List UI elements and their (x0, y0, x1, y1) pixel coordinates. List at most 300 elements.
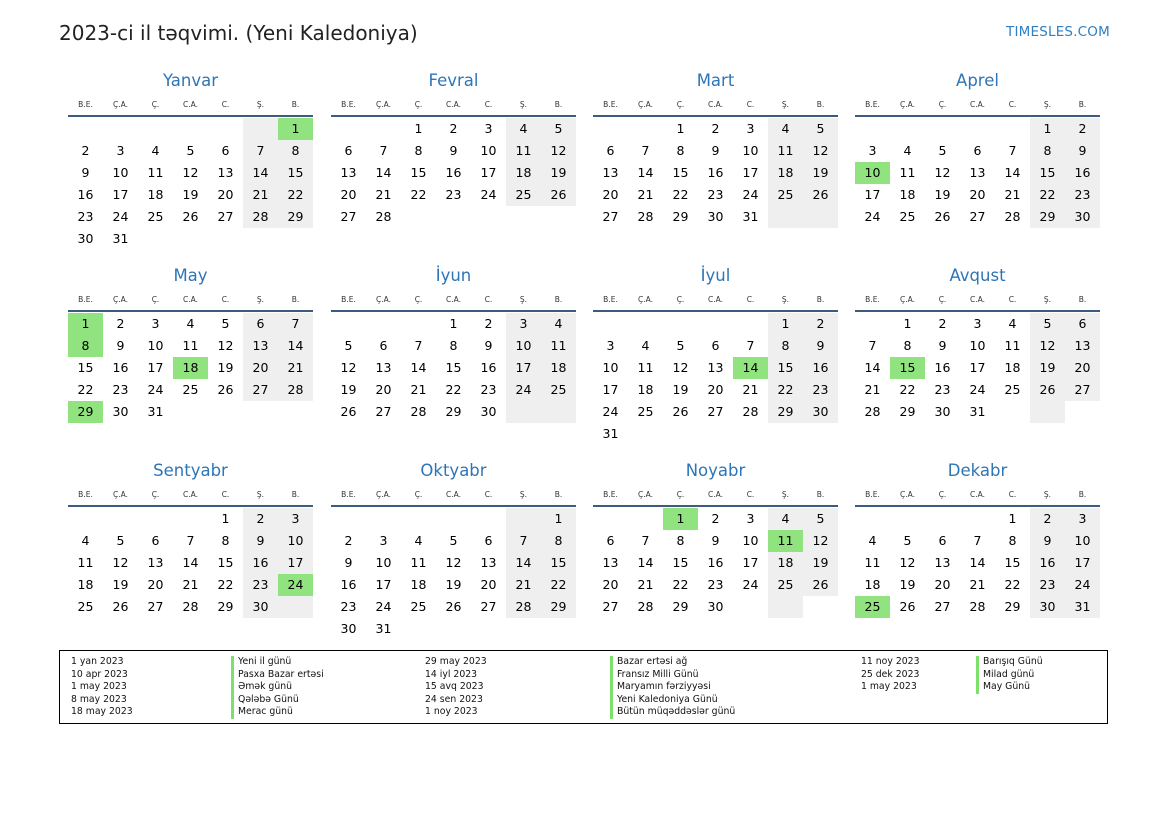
day-cell: 21 (637, 577, 654, 592)
day-cell: 19 (803, 162, 838, 184)
empty-day-cell (803, 596, 838, 618)
empty-day-cell (278, 401, 313, 423)
day-cell: 6 (344, 143, 353, 158)
day-cell: 25 (147, 209, 164, 224)
day-cell: 24 (1065, 574, 1100, 596)
day-cell: 9 (1030, 530, 1065, 552)
day-cell: 1 (676, 121, 685, 136)
day-cell: 13 (602, 165, 619, 180)
day-cell: 16 (243, 552, 278, 574)
legend-dates-col (861, 656, 919, 694)
day-cell: 13 (340, 165, 357, 180)
day-cell: 7 (243, 140, 278, 162)
day-cell: 4 (1008, 316, 1017, 331)
holiday-day-cell: 1 (663, 508, 698, 530)
days-grid (593, 118, 838, 228)
day-cell: 23 (707, 187, 724, 202)
day-cell: 9 (116, 338, 125, 353)
day-cell: 20 (217, 187, 234, 202)
weekday-label: B. (1078, 295, 1087, 304)
day-cell: 4 (541, 313, 576, 335)
day-cell: 3 (484, 121, 493, 136)
empty-day-cell (855, 508, 890, 530)
empty-day-cell (506, 206, 541, 228)
empty-day-cell (733, 596, 768, 618)
day-cell: 16 (445, 165, 462, 180)
month-name: May (173, 266, 208, 285)
day-cell: 6 (711, 338, 720, 353)
day-cell: 3 (116, 143, 125, 158)
day-cell: 23 (243, 574, 278, 596)
day-cell: 2 (938, 316, 947, 331)
day-cell: 20 (243, 357, 278, 379)
day-cell: 30 (112, 404, 129, 419)
day-cell: 6 (151, 533, 160, 548)
weekday-label: C.A. (445, 295, 461, 304)
empty-day-cell (541, 206, 576, 228)
holiday-day-cell: 15 (890, 357, 925, 379)
day-cell: 16 (1065, 162, 1100, 184)
weekday-label: C. (221, 295, 230, 304)
weekday-label: Ş. (781, 295, 790, 304)
day-cell: 2 (711, 511, 720, 526)
weekday-label: C. (221, 490, 230, 499)
month-6 (331, 266, 576, 423)
weekday-label: Ç. (151, 490, 160, 499)
day-cell: 8 (676, 533, 685, 548)
day-cell: 29 (672, 599, 689, 614)
day-cell: 9 (711, 143, 720, 158)
empty-day-cell (401, 206, 436, 228)
empty-day-cell (401, 313, 436, 335)
day-cell: 28 (375, 209, 392, 224)
day-cell: 21 (182, 577, 199, 592)
day-cell: 25 (182, 382, 199, 397)
empty-day-cell (890, 508, 925, 530)
day-cell: 22 (672, 577, 689, 592)
weekday-header (855, 484, 1100, 507)
empty-day-cell (506, 618, 541, 640)
legend-holiday-name: Maryamın fərziyyəsi (617, 681, 711, 693)
day-cell: 17 (278, 552, 313, 574)
empty-day-cell (768, 423, 803, 445)
day-cell: 19 (112, 577, 129, 592)
empty-day-cell (890, 118, 925, 140)
day-cell: 4 (641, 338, 650, 353)
site-link[interactable]: TIMESLES.COM (1006, 24, 1110, 40)
day-cell: 31 (375, 621, 392, 636)
day-cell: 14 (864, 360, 881, 375)
day-cell: 28 (410, 404, 427, 419)
month-name: Oktyabr (420, 461, 487, 480)
day-cell: 21 (637, 187, 654, 202)
day-cell: 2 (344, 533, 353, 548)
weekday-label: C. (746, 295, 755, 304)
day-cell: 12 (182, 165, 199, 180)
day-cell: 8 (221, 533, 230, 548)
empty-day-cell (698, 313, 733, 335)
day-cell: 12 (217, 338, 234, 353)
weekday-label: Ç.A. (899, 295, 915, 304)
day-cell: 20 (1065, 357, 1100, 379)
day-cell: 16 (707, 165, 724, 180)
day-cell: 31 (969, 404, 986, 419)
empty-day-cell (541, 618, 576, 640)
day-cell: 8 (278, 140, 313, 162)
weekday-label: C.A. (445, 100, 461, 109)
day-cell: 5 (186, 143, 195, 158)
legend-holiday-name: Yeni il günü (238, 656, 292, 667)
day-cell: 29 (1030, 206, 1065, 228)
day-cell: 31 (602, 426, 619, 441)
day-cell: 4 (186, 316, 195, 331)
day-cell: 7 (506, 530, 541, 552)
day-cell: 2 (243, 508, 278, 530)
weekday-label: B.E. (78, 100, 93, 109)
day-cell: 19 (899, 577, 916, 592)
day-cell: 17 (742, 555, 759, 570)
empty-day-cell (506, 401, 541, 423)
day-cell: 1 (768, 313, 803, 335)
day-cell: 30 (1065, 206, 1100, 228)
day-cell: 20 (969, 187, 986, 202)
day-cell: 25 (541, 379, 576, 401)
weekday-label: C. (221, 100, 230, 109)
day-cell: 30 (77, 231, 94, 246)
day-cell: 18 (637, 382, 654, 397)
weekday-label: C.A. (707, 100, 723, 109)
empty-day-cell (243, 401, 278, 423)
day-cell: 29 (217, 599, 234, 614)
legend-date: 25 dek 2023 (861, 668, 920, 680)
day-cell: 7 (278, 313, 313, 335)
month-1 (68, 71, 313, 250)
day-cell: 25 (410, 599, 427, 614)
month-7 (593, 266, 838, 445)
day-cell: 15 (672, 165, 689, 180)
empty-day-cell (663, 423, 698, 445)
day-cell: 3 (278, 508, 313, 530)
day-cell: 10 (147, 338, 164, 353)
day-cell: 13 (707, 360, 724, 375)
day-cell: 23 (480, 382, 497, 397)
day-cell: 3 (973, 316, 982, 331)
day-cell: 22 (672, 187, 689, 202)
day-cell: 26 (340, 404, 357, 419)
day-cell: 5 (449, 533, 458, 548)
day-cell: 7 (414, 338, 423, 353)
day-cell: 23 (77, 209, 94, 224)
day-cell: 14 (182, 555, 199, 570)
holiday-day-cell: 24 (278, 574, 313, 596)
day-cell: 27 (375, 404, 392, 419)
month-4 (855, 71, 1100, 228)
day-cell: 1 (449, 316, 458, 331)
day-cell: 18 (864, 577, 881, 592)
weekday-label: B.E. (865, 100, 880, 109)
day-cell: 19 (803, 552, 838, 574)
day-cell: 1 (1030, 118, 1065, 140)
day-cell: 8 (903, 338, 912, 353)
day-cell: 23 (340, 599, 357, 614)
day-cell: 18 (506, 162, 541, 184)
weekday-label: B.E. (78, 490, 93, 499)
day-cell: 17 (147, 360, 164, 375)
weekday-header (593, 484, 838, 507)
holiday-day-cell: 1 (68, 313, 103, 335)
weekday-label: B. (816, 490, 825, 499)
day-cell: 29 (1004, 599, 1021, 614)
weekday-label: B. (816, 295, 825, 304)
legend-names-col (617, 656, 735, 719)
day-cell: 4 (768, 508, 803, 530)
day-cell: 10 (278, 530, 313, 552)
day-cell: 6 (1065, 313, 1100, 335)
day-cell: 24 (506, 379, 541, 401)
page-title: 2023-ci il təqvimi. (Yeni Kaledoniya) (59, 21, 418, 45)
day-cell: 27 (243, 379, 278, 401)
empty-day-cell (995, 401, 1030, 423)
day-cell: 9 (344, 555, 353, 570)
day-cell: 5 (344, 338, 353, 353)
empty-day-cell (173, 118, 208, 140)
day-cell: 4 (151, 143, 160, 158)
weekday-label: B. (1078, 490, 1087, 499)
weekday-label: Ş. (519, 295, 528, 304)
days-grid (331, 508, 576, 640)
day-cell: 15 (541, 552, 576, 574)
empty-day-cell (366, 118, 401, 140)
weekday-label: Ç.A. (375, 100, 391, 109)
day-cell: 4 (868, 533, 877, 548)
month-8 (855, 266, 1100, 423)
holiday-day-cell: 18 (173, 357, 208, 379)
day-cell: 26 (182, 209, 199, 224)
weekday-label: C.A. (707, 490, 723, 499)
weekday-label: Ç. (151, 295, 160, 304)
legend-holiday-name: Fransız Milli Günü (617, 668, 699, 680)
day-cell: 3 (606, 338, 615, 353)
day-cell: 30 (480, 404, 497, 419)
day-cell: 15 (278, 162, 313, 184)
weekday-label: B.E. (603, 295, 618, 304)
month-5 (68, 266, 313, 423)
day-cell: 1 (1008, 511, 1017, 526)
day-cell: 23 (1065, 184, 1100, 206)
day-cell: 16 (707, 555, 724, 570)
day-cell: 3 (379, 533, 388, 548)
day-cell: 18 (1004, 360, 1021, 375)
month-2 (331, 71, 576, 228)
day-cell: 19 (672, 382, 689, 397)
day-cell: 23 (1030, 574, 1065, 596)
empty-day-cell (138, 228, 173, 250)
day-cell: 26 (112, 599, 129, 614)
day-cell: 26 (672, 404, 689, 419)
legend-date: 14 iyl 2023 (425, 668, 478, 680)
day-cell: 2 (1065, 118, 1100, 140)
legend-names-col (238, 656, 324, 719)
day-cell: 18 (899, 187, 916, 202)
weekday-label: C.A. (182, 490, 198, 499)
day-cell: 9 (1065, 140, 1100, 162)
legend-holiday-name: Merac günü (238, 706, 293, 718)
day-cell: 11 (541, 335, 576, 357)
empty-day-cell (733, 423, 768, 445)
month-name: İyun (435, 266, 472, 285)
empty-day-cell (208, 401, 243, 423)
day-cell: 19 (217, 360, 234, 375)
day-cell: 10 (480, 143, 497, 158)
weekday-header (855, 289, 1100, 312)
day-cell: 26 (899, 599, 916, 614)
weekday-label: Ş. (256, 490, 265, 499)
month-name: Aprel (956, 71, 999, 90)
days-grid (593, 508, 838, 618)
day-cell: 28 (864, 404, 881, 419)
day-cell: 21 (278, 357, 313, 379)
day-cell: 14 (969, 555, 986, 570)
day-cell: 30 (1030, 596, 1065, 618)
day-cell: 3 (868, 143, 877, 158)
day-cell: 7 (973, 533, 982, 548)
day-cell: 25 (768, 574, 803, 596)
weekday-label: Ç.A. (375, 490, 391, 499)
day-cell: 11 (864, 555, 881, 570)
weekday-label: Ç. (938, 490, 947, 499)
day-cell: 6 (606, 143, 615, 158)
day-cell: 10 (602, 360, 619, 375)
day-cell: 21 (506, 574, 541, 596)
day-cell: 8 (449, 338, 458, 353)
day-cell: 24 (864, 209, 881, 224)
holiday-day-cell: 29 (68, 401, 103, 423)
empty-day-cell (855, 313, 890, 335)
holiday-day-cell: 25 (855, 596, 890, 618)
empty-day-cell (663, 313, 698, 335)
day-cell: 5 (221, 316, 230, 331)
day-cell: 2 (81, 143, 90, 158)
day-cell: 24 (602, 404, 619, 419)
legend-color-bar (610, 656, 613, 719)
weekday-header (68, 289, 313, 312)
empty-day-cell (173, 228, 208, 250)
day-cell: 31 (1065, 596, 1100, 618)
weekday-label: C. (1008, 100, 1017, 109)
day-cell: 14 (243, 162, 278, 184)
day-cell: 20 (340, 187, 357, 202)
day-cell: 19 (541, 162, 576, 184)
day-cell: 17 (480, 165, 497, 180)
day-cell: 28 (637, 599, 654, 614)
day-cell: 20 (602, 187, 619, 202)
empty-day-cell (278, 596, 313, 618)
weekday-label: Ç. (938, 295, 947, 304)
empty-day-cell (593, 313, 628, 335)
day-cell: 16 (480, 360, 497, 375)
day-cell: 16 (1030, 552, 1065, 574)
empty-day-cell (733, 313, 768, 335)
day-cell: 26 (1030, 379, 1065, 401)
day-cell: 22 (278, 184, 313, 206)
day-cell: 10 (742, 533, 759, 548)
legend-dates-col (425, 656, 487, 719)
day-cell: 15 (672, 555, 689, 570)
empty-day-cell (138, 118, 173, 140)
holiday-day-cell: 1 (278, 118, 313, 140)
weekday-label: B.E. (341, 295, 356, 304)
day-cell: 23 (707, 577, 724, 592)
day-cell: 14 (637, 555, 654, 570)
day-cell: 17 (742, 165, 759, 180)
day-cell: 2 (484, 316, 493, 331)
day-cell: 9 (938, 338, 947, 353)
day-cell: 25 (1004, 382, 1021, 397)
day-cell: 22 (1004, 577, 1021, 592)
day-cell: 28 (742, 404, 759, 419)
day-cell: 12 (803, 140, 838, 162)
legend-dates-col (71, 656, 133, 719)
day-cell: 5 (903, 533, 912, 548)
weekday-header (593, 289, 838, 312)
day-cell: 18 (541, 357, 576, 379)
day-cell: 4 (414, 533, 423, 548)
day-cell: 4 (768, 118, 803, 140)
day-cell: 1 (221, 511, 230, 526)
day-cell: 9 (81, 165, 90, 180)
day-cell: 5 (116, 533, 125, 548)
day-cell: 9 (484, 338, 493, 353)
day-cell: 20 (934, 577, 951, 592)
day-cell: 24 (969, 382, 986, 397)
day-cell: 27 (602, 209, 619, 224)
legend-date: 1 may 2023 (71, 681, 127, 693)
day-cell: 5 (1030, 313, 1065, 335)
empty-day-cell (436, 206, 471, 228)
day-cell: 17 (969, 360, 986, 375)
days-grid (331, 313, 576, 423)
day-cell: 17 (506, 357, 541, 379)
legend-date: 15 avq 2023 (425, 681, 484, 693)
day-cell: 27 (340, 209, 357, 224)
weekday-label: B. (554, 295, 563, 304)
day-cell: 12 (1030, 335, 1065, 357)
month-name: Yanvar (162, 71, 219, 90)
day-cell: 9 (803, 335, 838, 357)
day-cell: 3 (746, 511, 755, 526)
day-cell: 26 (217, 382, 234, 397)
empty-day-cell (628, 313, 663, 335)
empty-day-cell (208, 228, 243, 250)
day-cell: 25 (77, 599, 94, 614)
weekday-label: B. (291, 490, 300, 499)
weekday-label: C. (1008, 490, 1017, 499)
empty-day-cell (768, 206, 803, 228)
legend-color-bar (231, 656, 234, 719)
weekday-label: Ç. (414, 490, 423, 499)
day-cell: 16 (77, 187, 94, 202)
weekday-label: B.E. (865, 490, 880, 499)
weekday-label: B.E. (603, 490, 618, 499)
day-cell: 30 (340, 621, 357, 636)
weekday-label: C.A. (182, 100, 198, 109)
day-cell: 4 (81, 533, 90, 548)
weekday-label: Ş. (1043, 295, 1052, 304)
day-cell: 20 (147, 577, 164, 592)
holiday-day-cell: 10 (855, 162, 890, 184)
days-grid (593, 313, 838, 445)
weekday-label: B. (554, 100, 563, 109)
